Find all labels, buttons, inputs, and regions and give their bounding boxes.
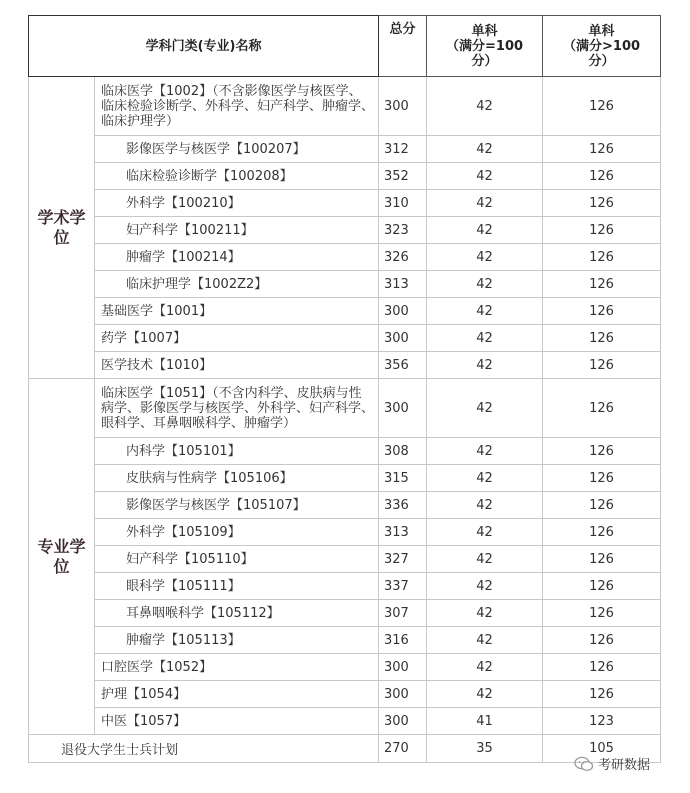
- subject-name: 临床医学【1002】（不含影像医学与核医学、临床检验诊断学、外科学、妇产科学、肿瘤学、临床护理学）: [95, 77, 379, 136]
- header-single-100-line3: 分）: [471, 53, 498, 69]
- subject-name: 妇产科学【100211】: [95, 217, 379, 244]
- subject-name: 眼科学【105111】: [95, 573, 379, 600]
- subject-name: 护理【1054】: [95, 681, 379, 708]
- score-table: [28, 15, 661, 763]
- header-single-gt100-line2: （满分>100: [563, 38, 641, 54]
- subject-name: 影像医学与核医学【105107】: [95, 492, 379, 519]
- single-score-100: 42: [427, 465, 543, 492]
- single-score-gt100: 105: [543, 735, 661, 763]
- subject-name: 临床护理学【1002Z2】: [95, 271, 379, 298]
- table-row-footer: [29, 735, 661, 763]
- total-score: 323: [379, 217, 427, 244]
- single-score-100: 42: [427, 654, 543, 681]
- table-row: [29, 627, 661, 654]
- table-row: [29, 573, 661, 600]
- table-row: [29, 136, 661, 163]
- subject-name: 耳鼻咽喉科学【105112】: [95, 600, 379, 627]
- table-row: [29, 708, 661, 735]
- total-score: 300: [379, 77, 427, 136]
- table-row: [29, 438, 661, 465]
- subject-name: 肿瘤学【100214】: [95, 244, 379, 271]
- header-single-gt100-line1: 单科: [588, 23, 615, 39]
- table-row: [29, 519, 661, 546]
- total-score: 300: [379, 681, 427, 708]
- single-score-100: 42: [427, 519, 543, 546]
- subject-name: 医学技术【1010】: [95, 352, 379, 379]
- watermark: [574, 754, 650, 773]
- subject-name: 口腔医学【1052】: [95, 654, 379, 681]
- single-score-100: 42: [427, 492, 543, 519]
- single-score-gt100: 126: [543, 136, 661, 163]
- total-score: 307: [379, 600, 427, 627]
- single-score-gt100: 126: [543, 379, 661, 438]
- total-score: 300: [379, 708, 427, 735]
- single-score-gt100: 126: [543, 492, 661, 519]
- total-score: 313: [379, 519, 427, 546]
- subject-name: 肿瘤学【105113】: [95, 627, 379, 654]
- single-score-gt100: 126: [543, 654, 661, 681]
- total-score: 300: [379, 325, 427, 352]
- table-row: [29, 379, 661, 438]
- table-row: [29, 271, 661, 298]
- single-score-100: 42: [427, 163, 543, 190]
- header-single-gt100-line3: 分）: [588, 53, 615, 69]
- single-score-100: 42: [427, 298, 543, 325]
- total-score: 327: [379, 546, 427, 573]
- single-score-gt100: 126: [543, 163, 661, 190]
- single-score-100: 42: [427, 573, 543, 600]
- single-score-100: 42: [427, 352, 543, 379]
- subject-name: 影像医学与核医学【100207】: [95, 136, 379, 163]
- single-score-100: 42: [427, 325, 543, 352]
- table-row: [29, 244, 661, 271]
- total-score: 352: [379, 163, 427, 190]
- table-row: [29, 600, 661, 627]
- single-score-100: 42: [427, 244, 543, 271]
- total-score: 336: [379, 492, 427, 519]
- single-score-100: 42: [427, 600, 543, 627]
- table-row: [29, 465, 661, 492]
- wechat-icon: [574, 756, 594, 772]
- table-row: [29, 325, 661, 352]
- total-score: 326: [379, 244, 427, 271]
- subject-name: 基础医学【1001】: [95, 298, 379, 325]
- table-row: [29, 298, 661, 325]
- watermark-text: 考研数据: [598, 758, 651, 773]
- header-single-100-line2: （满分=100: [446, 38, 524, 54]
- subject-name: 皮肤病与性病学【105106】: [95, 465, 379, 492]
- single-score-100: 41: [427, 708, 543, 735]
- table-row: [29, 190, 661, 217]
- subject-name: 外科学【105109】: [95, 519, 379, 546]
- single-score-gt100: 123: [543, 708, 661, 735]
- total-score: 316: [379, 627, 427, 654]
- single-score-gt100: 126: [543, 681, 661, 708]
- header-single-gt100: [543, 16, 661, 77]
- total-score: 315: [379, 465, 427, 492]
- header-name: 学科门类(专业)名称: [29, 16, 379, 77]
- total-score: 310: [379, 190, 427, 217]
- single-score-100: 42: [427, 190, 543, 217]
- total-score: 300: [379, 654, 427, 681]
- total-score: 300: [379, 298, 427, 325]
- single-score-gt100: 126: [543, 325, 661, 352]
- subject-name: 退役大学生士兵计划: [29, 735, 379, 763]
- total-score: 308: [379, 438, 427, 465]
- table-row: [29, 77, 661, 136]
- single-score-gt100: 126: [543, 600, 661, 627]
- table-row: [29, 681, 661, 708]
- single-score-100: 42: [427, 136, 543, 163]
- single-score-gt100: 126: [543, 573, 661, 600]
- header-total: 总分: [379, 16, 427, 77]
- total-score: 356: [379, 352, 427, 379]
- total-score: 270: [379, 735, 427, 763]
- table-row: [29, 352, 661, 379]
- table-row: [29, 546, 661, 573]
- total-score: 312: [379, 136, 427, 163]
- single-score-gt100: 126: [543, 271, 661, 298]
- single-score-gt100: 126: [543, 77, 661, 136]
- subject-name: 药学【1007】: [95, 325, 379, 352]
- table-row: [29, 654, 661, 681]
- table-row: [29, 217, 661, 244]
- subject-name: 妇产科学【105110】: [95, 546, 379, 573]
- subject-name: 中医【1057】: [95, 708, 379, 735]
- total-score: 337: [379, 573, 427, 600]
- single-score-gt100: 126: [543, 438, 661, 465]
- single-score-100: 42: [427, 681, 543, 708]
- subject-name: 外科学【100210】: [95, 190, 379, 217]
- single-score-100: 42: [427, 627, 543, 654]
- single-score-100: 42: [427, 438, 543, 465]
- total-score: 300: [379, 379, 427, 438]
- category-academic: 学术学位: [29, 77, 95, 379]
- table-header-row: [29, 16, 661, 77]
- header-single-100-line1: 单科: [471, 23, 498, 39]
- subject-name: 内科学【105101】: [95, 438, 379, 465]
- single-score-gt100: 126: [543, 352, 661, 379]
- subject-name: 临床检验诊断学【100208】: [95, 163, 379, 190]
- single-score-100: 42: [427, 546, 543, 573]
- single-score-gt100: 126: [543, 465, 661, 492]
- subject-name: 临床医学【1051】（不含内科学、皮肤病与性病学、影像医学与核医学、外科学、妇产科学、眼科学、耳鼻咽喉科学、肿瘤学）: [95, 379, 379, 438]
- single-score-100: 42: [427, 217, 543, 244]
- category-professional: 专业学位: [29, 379, 95, 735]
- single-score-gt100: 126: [543, 190, 661, 217]
- single-score-gt100: 126: [543, 244, 661, 271]
- header-single-100: [427, 16, 543, 77]
- single-score-100: 42: [427, 77, 543, 136]
- single-score-gt100: 126: [543, 217, 661, 244]
- single-score-gt100: 126: [543, 298, 661, 325]
- table-row: [29, 163, 661, 190]
- table-row: [29, 492, 661, 519]
- single-score-gt100: 126: [543, 546, 661, 573]
- single-score-gt100: 126: [543, 627, 661, 654]
- total-score: 313: [379, 271, 427, 298]
- single-score-100: 42: [427, 379, 543, 438]
- single-score-100: 35: [427, 735, 543, 763]
- single-score-gt100: 126: [543, 519, 661, 546]
- single-score-100: 42: [427, 271, 543, 298]
